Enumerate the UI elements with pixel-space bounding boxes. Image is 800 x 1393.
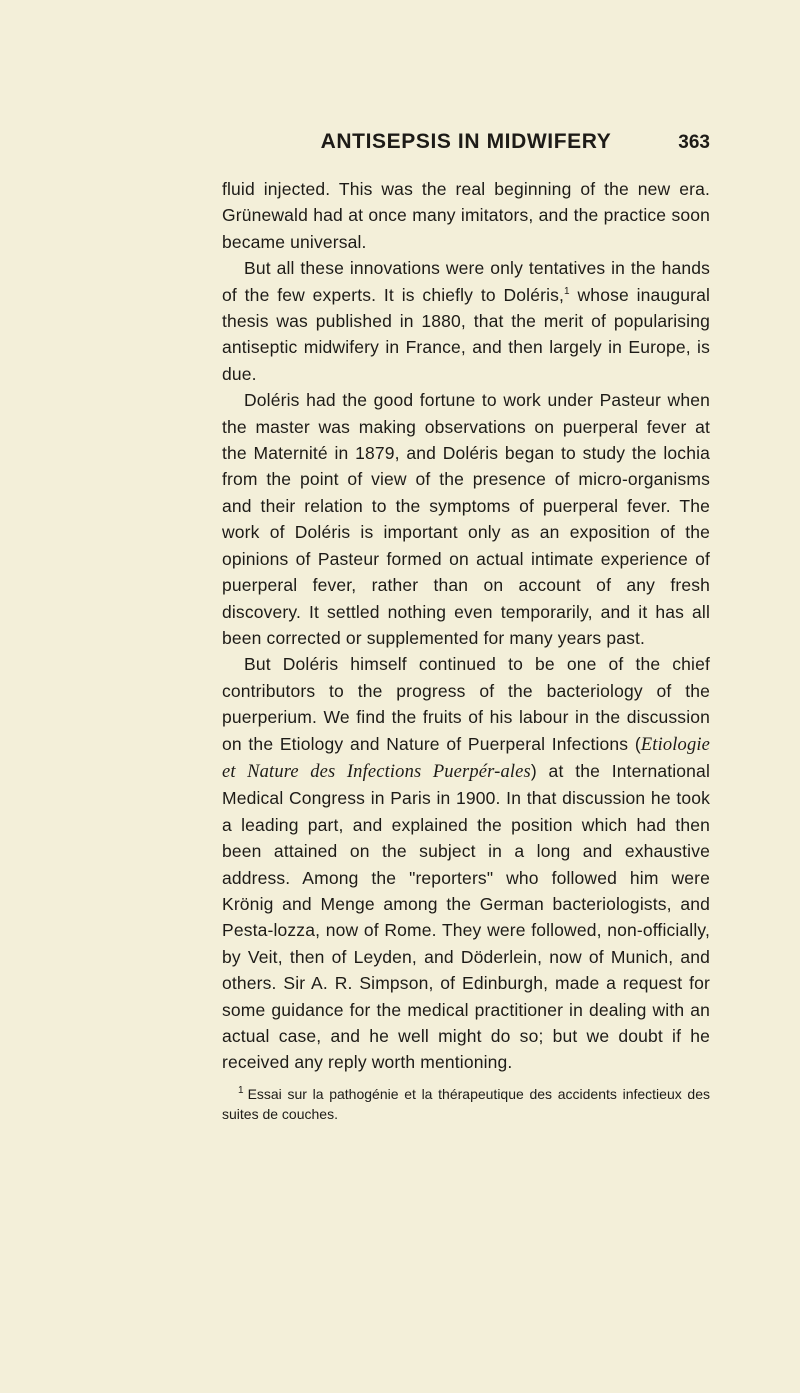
book-page bbox=[222, 130, 710, 1124]
paragraph-4-part-1: But Doléris himself continued to be one of the chief contributors to the progress of the bacteriology of the puerperium. We find the fruits of his labour in the discussion on the Etiology and Nature of Puerperal Infections ( bbox=[222, 654, 710, 754]
page-number: 363 bbox=[678, 132, 710, 153]
paragraph-2-part-1: But all these innovations were only tentatives in the hands of the few experts. It is chiefly to Doléris, bbox=[222, 258, 710, 305]
running-title: ANTISEPSIS IN MIDWIFERY bbox=[320, 130, 612, 153]
paragraph-4-part-2: ) at the International Medical Congress in Paris in 1900. In that discussion he took a leading part, and explained the position which had then been attained on the subject in a long and exhaustive address. Among the "reporters" who followed him were Krönig and Menge among the German bacteriologists, and Pesta-lozza, now of Rome. They were followed, non-officially, by Veit, then of Leyden, and Döderlein, now of Munich, and others. Sir A. R. Simpson, of Edinburgh, made a request for some guidance for the medical practitioner in dealing with an actual case, and he well might do so; but we doubt if he received any reply worth mentioning. bbox=[222, 760, 710, 1073]
paragraph-3: Doléris had the good fortune to work under Pasteur when the master was making observations on puerperal fever at the Maternité in 1879, and Doléris began to study the lochia from the point of view of the presence of micro-organisms and their relation to the symptoms of puerperal fever. The work of Doléris is important only as an exposition of the opinions of Pasteur formed on actual intimate experience of puerperal fever, rather than on account of any fresh discovery. It settled nothing even temporarily, and it has all been corrected or supplemented for many years past. bbox=[222, 390, 710, 648]
paragraph-4 bbox=[222, 651, 710, 1076]
footnote-reference: 1 bbox=[564, 285, 570, 297]
footnote-mark: 1 bbox=[238, 1085, 244, 1097]
footnote-text: Essai sur la pathogénie et la thérapeutique des accidents infectieux des suites de couches. bbox=[222, 1085, 710, 1122]
paragraph-1: fluid injected. This was the real beginning of the new era. Grünewald had at once many imitators, and the practice soon became universal. bbox=[222, 179, 710, 252]
paragraph-2-part-2: whose inaugural thesis was published in 1880, that the merit of popularising antiseptic midwifery in France, and then largely in Europe, is due. bbox=[222, 284, 710, 384]
paragraph-2 bbox=[222, 255, 710, 387]
running-head bbox=[222, 130, 710, 160]
body-text bbox=[222, 176, 710, 1076]
footnote bbox=[222, 1084, 710, 1124]
paragraph-4-italic-title: Etiologie et Nature des Infections Puerpér-ales bbox=[222, 734, 710, 782]
